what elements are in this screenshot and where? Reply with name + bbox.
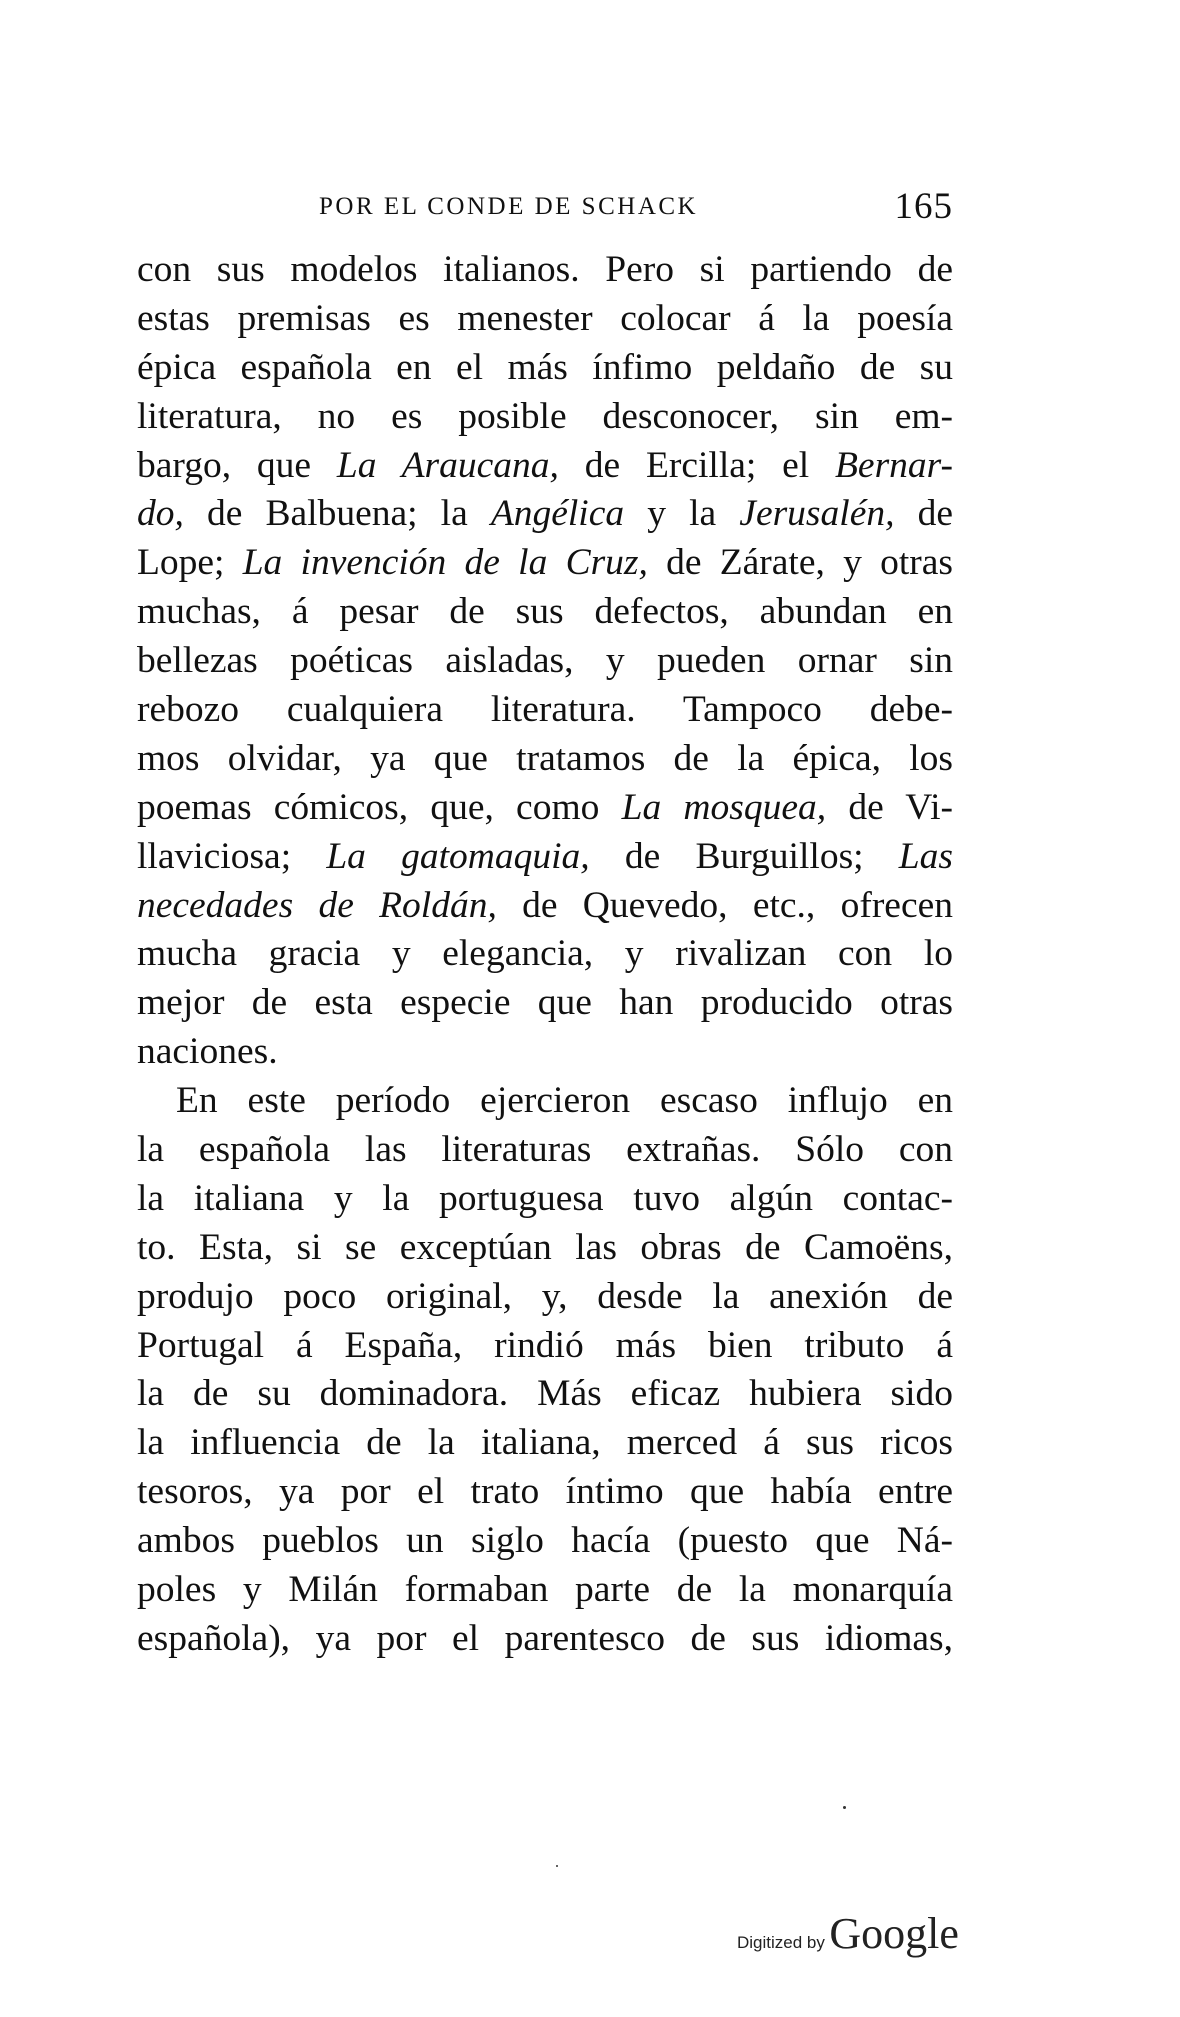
text-line	[137, 735, 953, 784]
text-run: poles y Milán formaban parte de la monarquía	[137, 1569, 953, 1611]
text-line	[137, 1224, 953, 1273]
italic-title: La gatomaquia,	[326, 835, 590, 877]
text-line	[137, 344, 953, 393]
text-run: de Quevedo, etc., ofrecen	[496, 884, 953, 926]
text-line	[137, 979, 953, 1028]
text-run: estas premisas es menester colocar á la poesía	[137, 297, 953, 339]
text-run: muchas, á pesar de sus defectos, abundan en	[137, 591, 953, 633]
running-title: POR EL CONDE DE SCHACK	[319, 193, 699, 220]
text-run: literatura, no es posible desconocer, sin em-	[137, 395, 953, 437]
text-run: rebozo cualquiera literatura. Tampoco debe-	[137, 689, 953, 731]
text-line	[137, 833, 953, 882]
text-run: con sus modelos italianos. Pero si partiendo de	[137, 249, 953, 290]
text-run: española), ya por el parentesco de sus idiomas,	[137, 1617, 953, 1659]
text-line	[137, 1468, 953, 1517]
text-line	[137, 1322, 953, 1371]
text-line	[137, 1175, 953, 1224]
text-run: bellezas poéticas aisladas, y pueden ornar sin	[137, 640, 953, 682]
paragraph	[137, 1077, 953, 1664]
text-line	[137, 539, 953, 588]
text-line	[137, 588, 953, 637]
text-line	[137, 1077, 953, 1126]
text-line	[137, 686, 953, 735]
text-line	[137, 442, 953, 491]
text-run: la italiana y la portuguesa tuvo algún contac-	[137, 1177, 953, 1219]
scan-speck	[843, 1806, 846, 1809]
italic-title: do,	[137, 493, 184, 535]
text-run: la española las literaturas extrañas. Sólo con	[137, 1129, 953, 1171]
italic-title: La invención de la Cruz,	[242, 542, 648, 584]
google-logo-text: Google	[829, 1909, 959, 1958]
text-run: to. Esta, si se exceptúan las obras de Camoëns,	[137, 1226, 953, 1268]
italic-title: Bernar-	[835, 444, 953, 486]
text-run: mucha gracia y elegancia, y rivalizan con lo	[137, 933, 953, 975]
body-text	[137, 246, 953, 1664]
text-line	[137, 882, 953, 931]
text-line	[137, 930, 953, 979]
text-line	[137, 784, 953, 833]
text-line	[137, 1028, 953, 1077]
text-line	[137, 1517, 953, 1566]
watermark-small-text: Digitized by	[737, 1933, 825, 1952]
digitized-by-google-watermark	[737, 1908, 959, 1960]
text-run: tesoros, ya por el trato íntimo que había entre	[137, 1471, 953, 1513]
text-line	[137, 393, 953, 442]
italic-title: necedades de Roldán,	[137, 884, 497, 926]
text-line	[137, 1273, 953, 1322]
text-run: poemas cómicos, que, como	[137, 786, 622, 828]
text-line	[137, 295, 953, 344]
text-run: y la	[624, 493, 740, 535]
text-line	[137, 1370, 953, 1419]
text-line	[137, 246, 953, 295]
text-run: Lope;	[137, 542, 243, 584]
running-head	[137, 185, 953, 235]
text-run: de Ercilla; el	[558, 444, 836, 486]
italic-title: Angélica	[490, 493, 625, 535]
scan-speck	[556, 1865, 558, 1867]
text-line	[137, 1566, 953, 1615]
page-number: 165	[894, 186, 953, 227]
text-run: bargo, que	[137, 444, 337, 486]
text-run: épica española en el más ínfimo peldaño de su	[137, 346, 953, 388]
text-run: de	[894, 493, 953, 535]
text-line	[137, 637, 953, 686]
text-line	[137, 490, 953, 539]
text-run: de Balbuena; la	[183, 493, 491, 535]
paragraph	[137, 246, 953, 1077]
text-line	[137, 1615, 953, 1664]
text-run: ambos pueblos un siglo hacía (puesto que Ná-	[137, 1520, 953, 1562]
text-line	[137, 1126, 953, 1175]
text-run: mejor de esta especie que han producido otras	[137, 982, 953, 1024]
text-line	[137, 1419, 953, 1468]
italic-title: La Araucana,	[336, 444, 559, 486]
text-run: de Vi-	[826, 786, 953, 828]
italic-title: La mosquea,	[621, 786, 827, 828]
text-run: Portugal á España, rindió más bien tributo á	[137, 1324, 953, 1366]
italic-title: Jerusalén,	[739, 493, 895, 535]
text-run: de Zárate, y otras	[647, 542, 953, 584]
text-run: llaviciosa;	[137, 835, 327, 877]
text-run: naciones.	[137, 1031, 278, 1073]
text-run: la de su dominadora. Más eficaz hubiera sido	[137, 1373, 953, 1415]
text-run: produjo poco original, y, desde la anexión de	[137, 1275, 953, 1317]
text-run: la influencia de la italiana, merced á sus ricos	[137, 1422, 953, 1464]
text-run: En este período ejercieron escaso influjo en	[176, 1080, 953, 1122]
italic-title: Las	[898, 835, 953, 877]
text-run: de Burguillos;	[589, 835, 899, 877]
text-run: mos olvidar, ya que tratamos de la épica, los	[137, 737, 953, 779]
